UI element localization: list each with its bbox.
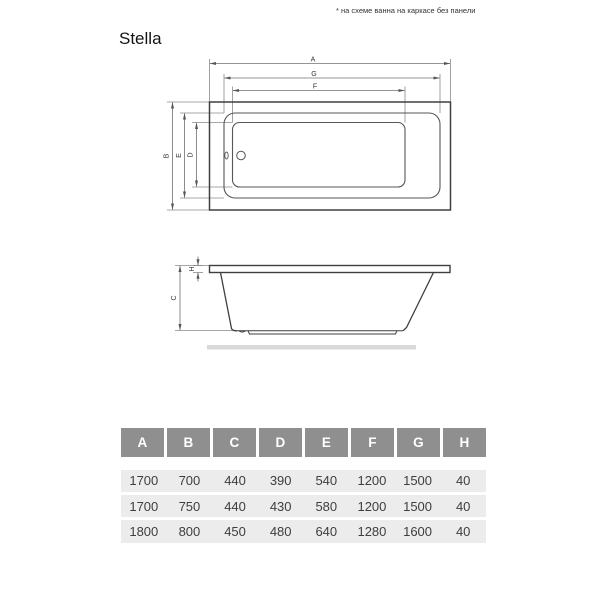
table-cell: 580 [315,498,338,514]
body-right-wall [403,273,434,331]
frame-note: * на схеме ванна на каркасе без панели [336,6,476,15]
table-cell: 1280 [357,523,387,539]
table-header-cell: C [213,428,256,457]
table-cell: 40 [455,523,471,539]
table-cell: 1500 [403,498,433,514]
side-view-drawing [171,257,450,350]
drain-circle [237,151,246,160]
body-left-wall [221,273,238,331]
table-row [121,470,486,493]
dim-label-c: C [171,295,178,301]
table-cell: 750 [178,498,201,514]
table-cell: 480 [269,523,292,539]
table-header-cell: E [305,428,348,457]
dim-label-e: E [176,153,183,158]
table-cell: 540 [315,473,338,489]
table-row [121,495,486,518]
table-cell: 40 [455,473,471,489]
rim-profile [210,266,451,273]
table-cell: 1600 [403,523,433,539]
dim-label-g: G [311,71,317,78]
table-header-cell: G [397,428,440,457]
floor-shadow-bar [207,345,416,350]
dim-label-h: H [189,266,196,272]
table-row [121,520,486,543]
table-cell: 430 [269,498,292,514]
table-cell: 800 [178,523,201,539]
dimension-table [121,428,486,543]
tub-rim-edge [224,113,440,198]
table-cell: 1200 [357,498,387,514]
table-cell: 40 [455,498,471,514]
table-cell: 640 [315,523,338,539]
table-header-cell: H [443,428,486,457]
table-header-row [121,428,486,457]
table-cell: 390 [269,473,292,489]
table-cell: 440 [224,498,246,514]
tub-basin-edge [233,123,406,188]
table-cell: 1800 [129,523,159,539]
product-title: Stella [119,29,162,48]
table-cell: 440 [224,473,246,489]
table-cell: 1200 [357,473,387,489]
dim-label-f: F [312,83,318,91]
table-header-cell: D [259,428,302,457]
table-cell: 1700 [129,498,159,514]
table-cell: 1700 [129,473,159,489]
dimension-lines-top-view [173,64,451,210]
overflow-slot [225,152,228,159]
dim-label-b: B [163,153,171,159]
table-cell: 1500 [403,473,433,489]
table-cell: 700 [178,473,201,489]
base-plate [237,331,403,334]
dim-label-a: A [310,56,316,64]
top-view-drawing [164,57,451,211]
table-cell: 450 [224,523,246,539]
table-header-cell: A [121,428,164,457]
table-header-cell: B [167,428,210,457]
dim-label-d: D [187,152,195,158]
table-header-cell: F [351,428,394,457]
